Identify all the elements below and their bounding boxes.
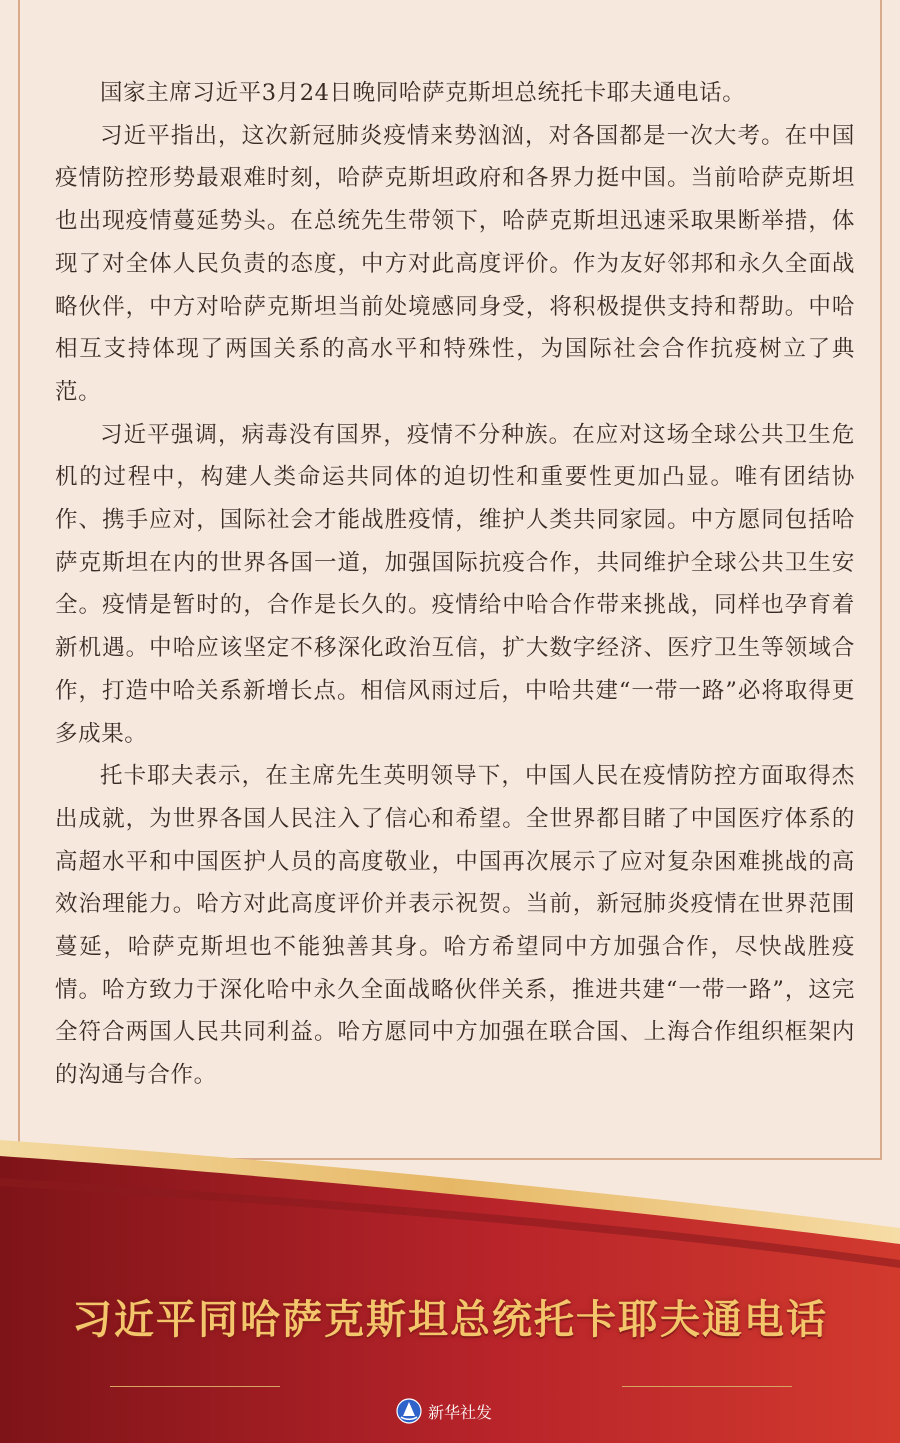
title-rule-left [110,1386,280,1387]
publisher-credit [396,1398,492,1424]
article-paragraph-2: 习近平指出，这次新冠肺炎疫情来势汹汹，对各国都是一次大考。在中国疫情防控形势最艰难时刻，哈萨克斯坦政府和各界力挺中国。当前哈萨克斯坦也出现疫情蔓延势头。在总统先生带领下，哈萨克斯坦迅速采取果断举措，体现了对全体人民负责的态度，中方对此高度评价。作为友好邻邦和永久全面战略伙伴，中方对哈萨克斯坦当前处境感同身受，将积极提供支持和帮助。中哈相互支持体现了两国关系的高水平和特殊性，为国际社会合作抗疫树立了典范。 [55,122,855,405]
banner-title: 习近平同哈萨克斯坦总统托卡耶夫通电话 [72,1296,828,1343]
publisher-label: 新华社发 [428,1402,493,1422]
xinhua-globe-icon [396,1398,422,1424]
article-body [55,72,855,1097]
article-paragraph-1: 国家主席习近平3月24日晚同哈萨克斯坦总统托卡耶夫通电话。 [100,80,746,106]
title-rule-right [622,1386,792,1387]
article-paragraph-3: 习近平强调，病毒没有国界，疫情不分种族。在应对这场全球公共卫生危机的过程中，构建人类命运共同体的迫切性和重要性更加凸显。唯有团结协作、携手应对，国际社会才能战胜疫情，维护人类共同家园。中方愿同包括哈萨克斯坦在内的世界各国一道，加强国际抗疫合作，共同维护全球公共卫生安全。疫情是暂时的，合作是长久的。疫情给中哈合作带来挑战，同样也孕育着新机遇。中哈应该坚定不移深化政治互信，扩大数字经济、医疗卫生等领域合作，打造中哈关系新增长点。相信风雨过后，中哈共建“一带一路”必将取得更多成果。 [55,421,855,747]
article-paragraph-4: 托卡耶夫表示，在主席先生英明领导下，中国人民在疫情防控方面取得杰出成就，为世界各国人民注入了信心和希望。全世界都目睹了中国医疗体系的高超水平和中国医护人员的高度敬业，中国再次展示了应对复杂困难挑战的高效治理能力。哈方对此高度评价并表示祝贺。当前，新冠肺炎疫情在世界范围蔓延，哈萨克斯坦也不能独善其身。哈方希望同中方加强合作，尽快战胜疫情。哈方致力于深化哈中永久全面战略伙伴关系，推进共建“一带一路”，这完全符合两国人民共同利益。哈方愿同中方加强在联合国、上海合作组织框架内的沟通与合作。 [55,763,855,1089]
